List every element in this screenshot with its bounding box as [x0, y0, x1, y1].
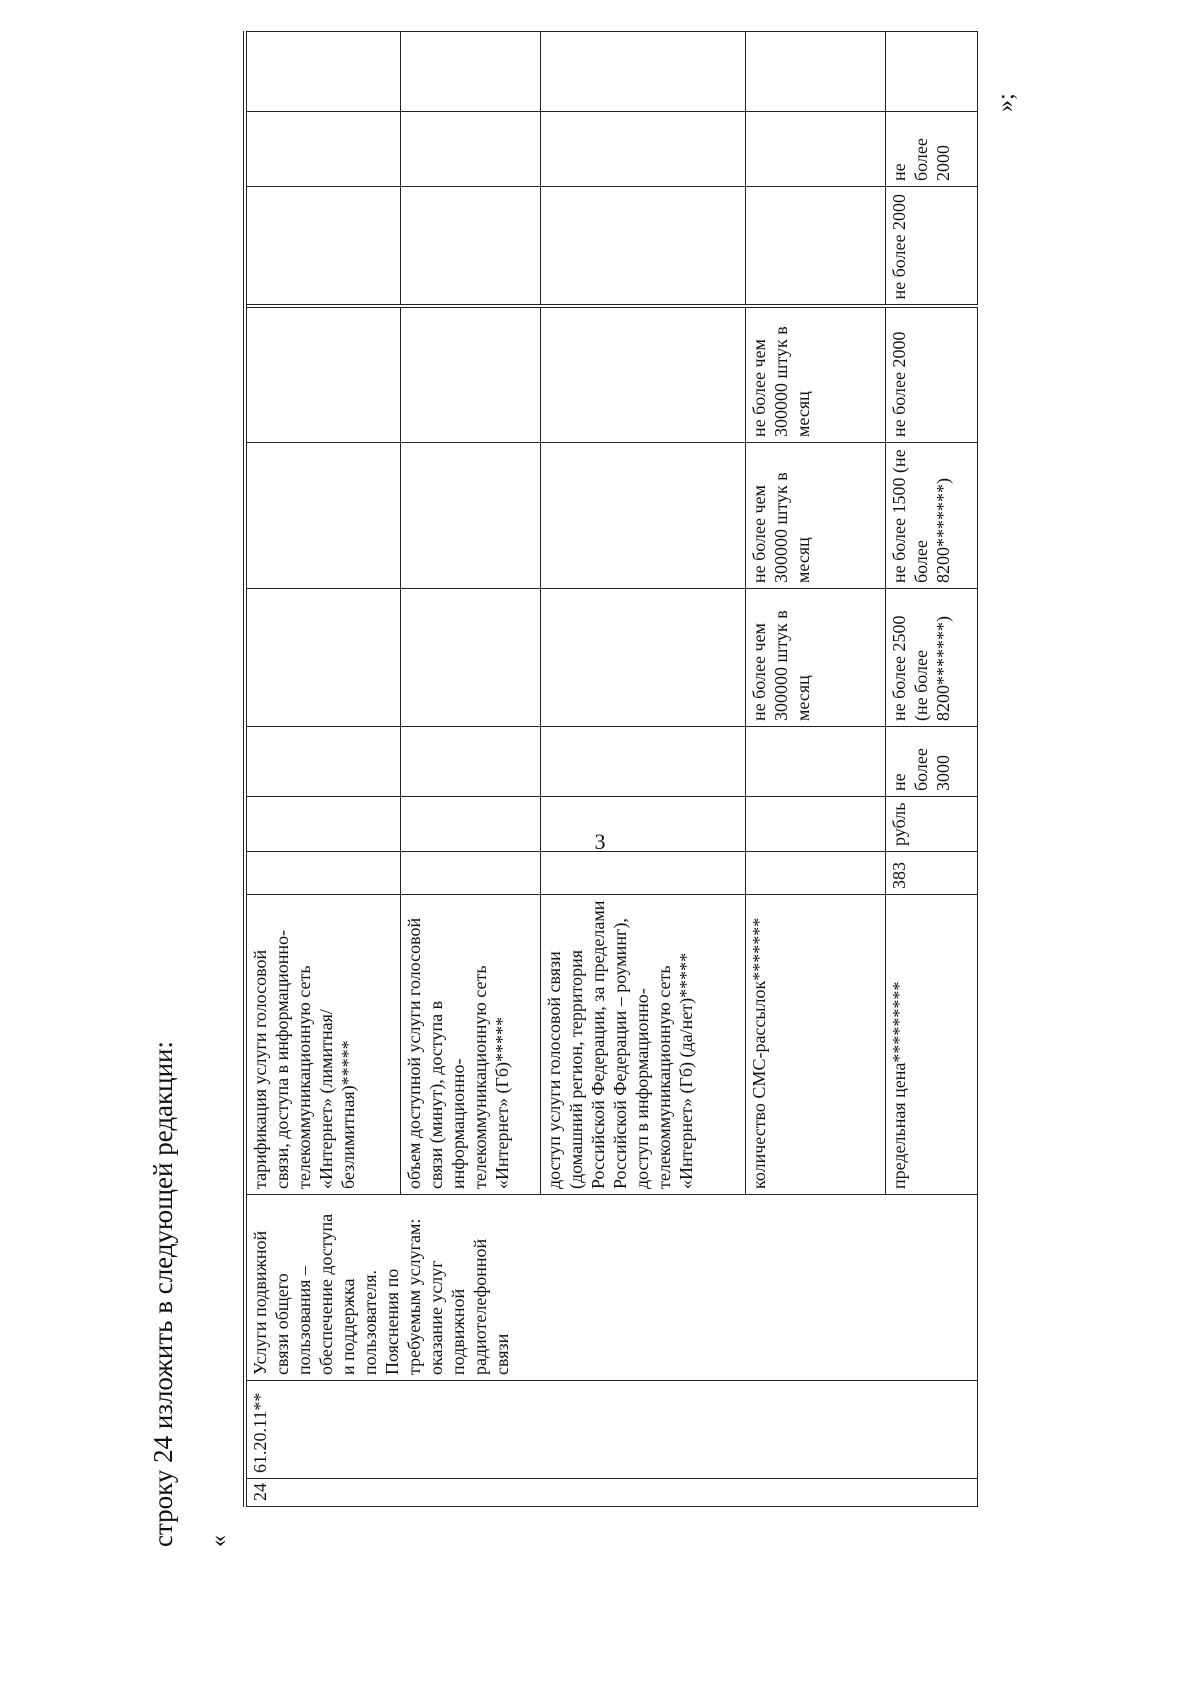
- empty-cell: [540, 443, 745, 589]
- close-quote: »;: [993, 93, 1019, 112]
- empty-cell: [400, 187, 540, 307]
- empty-cell: [540, 852, 745, 895]
- empty-cell: [245, 443, 400, 589]
- empty-cell: [540, 589, 745, 727]
- service-name-cell: Услуги подвижной связи общего пользования – обеспечение доступа и поддержка пользователя. Пояснения по требуемым услугам: оказание услуг подвижной радиотелефонной связи: [245, 1195, 977, 1381]
- empty-cell: [540, 307, 745, 443]
- value-cell: не более 2500 (не более 8200*******): [885, 589, 977, 727]
- okpd-code-cell: 61.20.11**: [245, 1381, 977, 1479]
- empty-cell: [245, 112, 400, 187]
- empty-cell: [540, 187, 745, 307]
- unit-cell: рубль: [885, 797, 977, 852]
- empty-cell: [745, 187, 885, 307]
- okei-code-cell: 383: [885, 852, 977, 895]
- empty-cell: [245, 852, 400, 895]
- value-cell: не более чем 300000 штук в месяц: [745, 307, 885, 443]
- characteristic-cell: доступ услуги голосовой связи (домашний регион, территория Российской Федерации, за пределами Российской Федерации – роуминг), доступ в информационно-телекоммуникационную сеть «Интернет» (Гб) (да/нет)*****: [540, 895, 745, 1195]
- value-cell: не более чем 300000 штук в месяц: [745, 589, 885, 727]
- empty-cell: [400, 727, 540, 797]
- empty-cell: [245, 187, 400, 307]
- characteristic-cell: тарификация услуги голосовой связи, доступа в информационно-телекоммуникационную сеть «Интернет» (лимитная/безлимитная)*****: [245, 895, 400, 1195]
- value-cell: не более 2000: [885, 307, 977, 443]
- empty-cell: [540, 112, 745, 187]
- value-cell: не более чем 300000 штук в месяц: [745, 443, 885, 589]
- limit-cell: не более 3000: [885, 727, 977, 797]
- empty-cell: [400, 797, 540, 852]
- empty-cell: [245, 307, 400, 443]
- empty-cell: [245, 32, 400, 112]
- empty-cell: [245, 797, 400, 852]
- empty-cell: [245, 589, 400, 727]
- empty-cell: [540, 797, 745, 852]
- empty-cell: [400, 443, 540, 589]
- empty-cell: [400, 307, 540, 443]
- empty-cell: [540, 727, 745, 797]
- table-row: [245, 32, 400, 1507]
- row-number-cell: 24: [245, 1479, 977, 1507]
- empty-cell: [400, 112, 540, 187]
- empty-cell: [400, 852, 540, 895]
- empty-cell: [245, 727, 400, 797]
- empty-cell: [540, 32, 745, 112]
- intro-text: строку 24 изложить в следующей редакции:: [148, 1040, 178, 1547]
- page-number: 3: [594, 829, 606, 854]
- empty-cell: [745, 727, 885, 797]
- empty-cell: [400, 589, 540, 727]
- rotated-content: [148, 93, 1048, 1547]
- value-cell: не более 2000: [885, 112, 977, 187]
- value-cell: не более 1500 (не более 8200*******): [885, 443, 977, 589]
- empty-cell: [745, 112, 885, 187]
- empty-cell: [745, 797, 885, 852]
- empty-cell: [745, 32, 885, 112]
- characteristic-cell: предельная цена*********: [885, 895, 977, 1195]
- open-quote: «: [206, 1535, 232, 1547]
- characteristic-cell: количество СМС-рассылок*******: [745, 895, 885, 1195]
- empty-cell: [745, 852, 885, 895]
- empty-cell: [885, 32, 977, 112]
- empty-cell: [400, 32, 540, 112]
- value-cell: не более 2000: [885, 187, 977, 307]
- characteristic-cell: объем доступной услуги голосовой связи (минут), доступа в информационно-телекоммуникационную сеть «Интернет» (Гб)*****: [400, 895, 540, 1195]
- amendment-table: [243, 31, 978, 1507]
